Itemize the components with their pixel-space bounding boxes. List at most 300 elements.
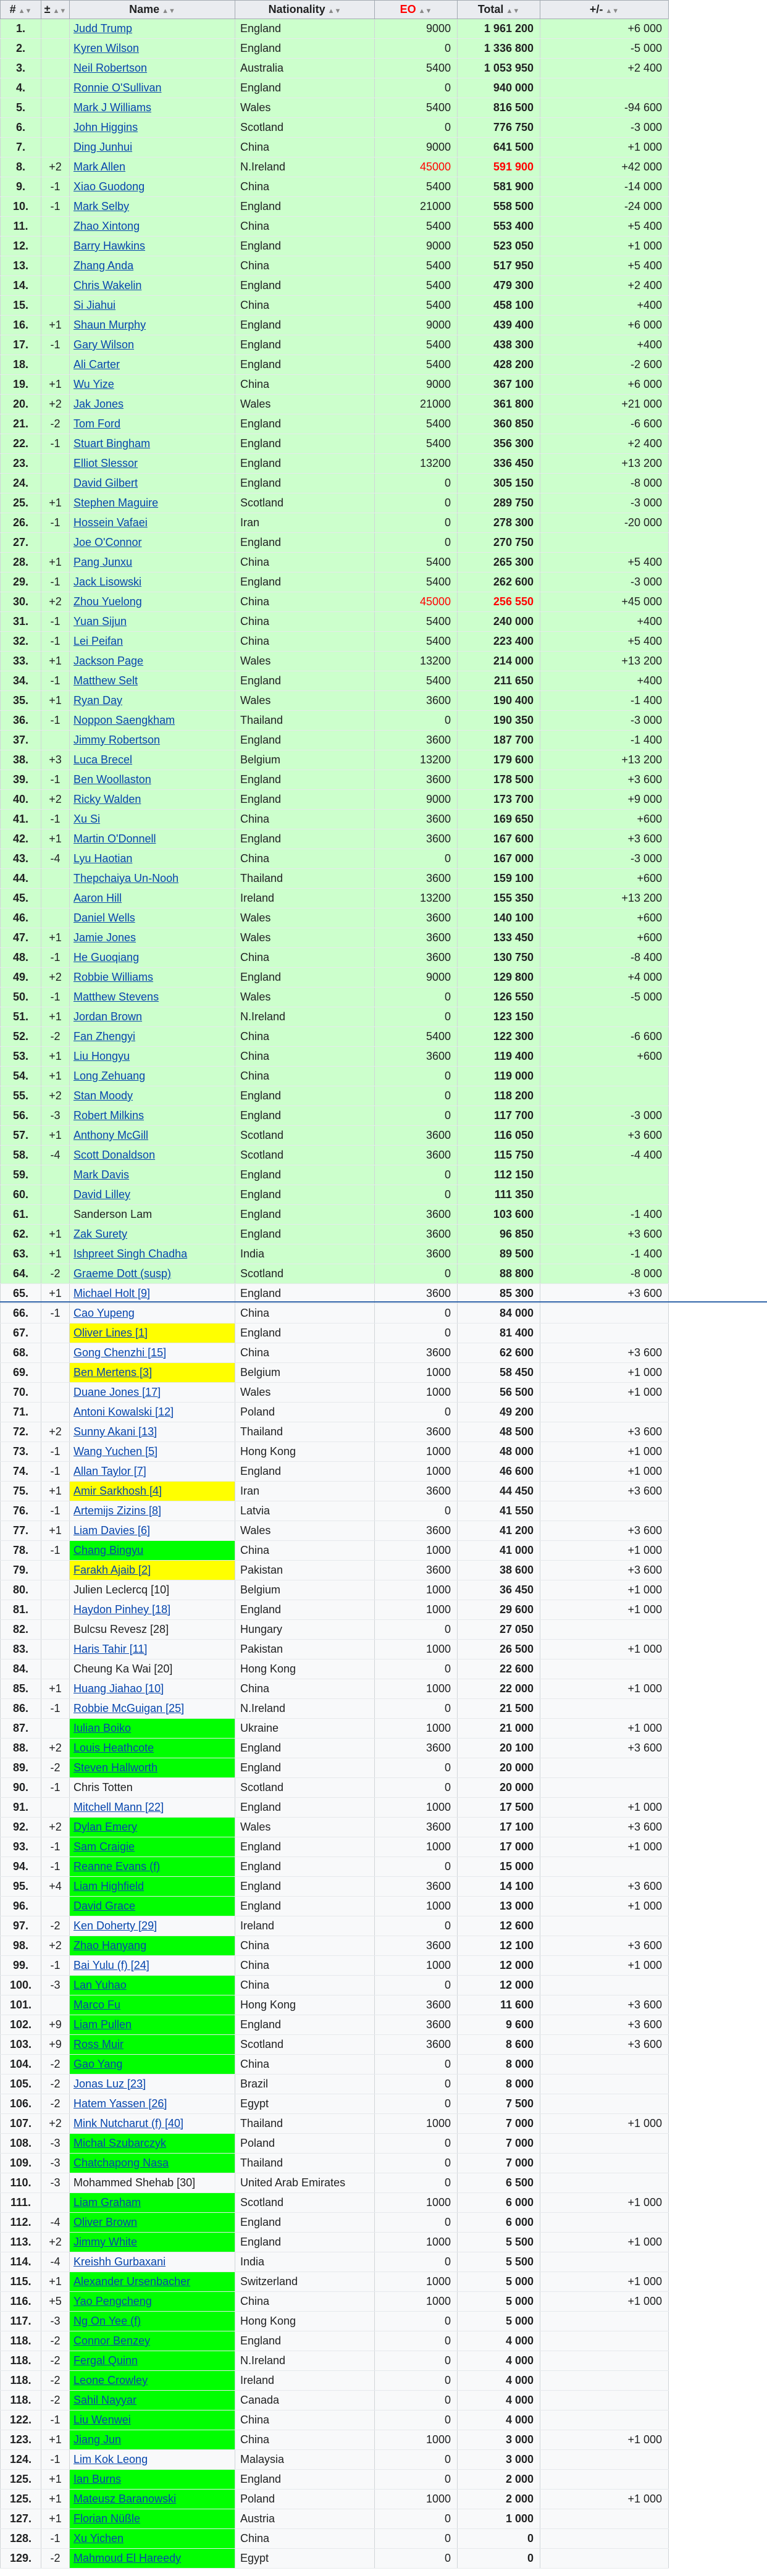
player-link[interactable]: David Grace [73, 1900, 136, 1912]
total-points-cell: 167 000 [458, 849, 540, 869]
player-link[interactable]: Wu Yize [73, 378, 114, 390]
player-link[interactable]: Mark Davis [73, 1168, 130, 1181]
table-row [1, 1758, 669, 1778]
player-link[interactable]: Florian Nüßle [73, 2512, 141, 2525]
player-name-cell [70, 19, 235, 39]
change-cell: +1 [41, 1482, 70, 1501]
eo-value-cell: 3600 [375, 908, 458, 928]
nationality-cell: Poland [235, 2134, 375, 2154]
eo-value-cell: 3600 [375, 1739, 458, 1758]
points-difference-cell: +1 000 [540, 1897, 669, 1916]
nationality-cell: England [235, 671, 375, 691]
player-link[interactable]: Duane Jones [17] [73, 1386, 161, 1398]
player-link[interactable]: Reanne Evans (f) [73, 1860, 161, 1873]
nationality-cell: Ireland [235, 1916, 375, 1936]
player-link[interactable]: Sunny Akani [13] [73, 1425, 157, 1438]
nationality-cell: Belgium [235, 750, 375, 770]
player-link[interactable]: Sahil Nayyar [73, 2394, 137, 2406]
player-name-cell [70, 2193, 235, 2213]
points-difference-cell: -8 400 [540, 948, 669, 968]
eo-value-cell: 3600 [375, 1561, 458, 1580]
rank-cell: 46. [1, 908, 41, 928]
player-name-cell [70, 1640, 235, 1659]
total-points-cell: 3 000 [458, 2430, 540, 2450]
player-link[interactable]: David Gilbert [73, 477, 138, 489]
total-points-cell: 1 000 [458, 2509, 540, 2529]
points-difference-cell: -1 400 [540, 1244, 669, 1264]
points-difference-cell: +2 400 [540, 59, 669, 78]
player-link[interactable]: Lyu Haotian [73, 852, 133, 865]
player-link[interactable]: Mink Nutcharut (f) [40] [73, 2117, 184, 2129]
player-link[interactable]: Sam Craigie [73, 1840, 135, 1853]
eo-value-cell: 1000 [375, 1363, 458, 1383]
change-cell: +1 [41, 1284, 70, 1304]
player-link[interactable]: Haris Tahir [11] [73, 1643, 148, 1655]
player-link[interactable]: He Guoqiang [73, 951, 140, 963]
player-name-cell [70, 2252, 235, 2272]
table-row [1, 1403, 669, 1422]
change-cell [41, 296, 70, 316]
eo-value-cell: 0 [375, 1699, 458, 1719]
points-difference-cell: +600 [540, 908, 669, 928]
points-difference-cell [540, 2252, 669, 2272]
player-link[interactable]: Hossein Vafaei [73, 516, 148, 529]
player-link[interactable]: Pang Junxu [73, 556, 133, 568]
points-difference-cell: +3 600 [540, 1126, 669, 1146]
player-name-cell [70, 2094, 235, 2114]
player-link[interactable]: Jackson Page [73, 655, 144, 667]
table-row [1, 2055, 669, 2075]
change-cell [41, 1324, 70, 1343]
eo-value-cell: 3600 [375, 810, 458, 829]
player-link[interactable]: Gao Yang [73, 2058, 123, 2070]
rank-cell: 123. [1, 2430, 41, 2450]
player-name-cell [70, 1067, 235, 1086]
rank-cell: 32. [1, 632, 41, 652]
eo-value-cell: 13200 [375, 454, 458, 474]
table-row [1, 1521, 669, 1541]
total-points-cell: 20 100 [458, 1739, 540, 1758]
player-link[interactable]: Chatchapong Nasa [73, 2157, 169, 2169]
total-points-cell: 5 500 [458, 2233, 540, 2252]
player-link[interactable]: Farakh Ajaib [2] [73, 1564, 151, 1576]
change-cell [41, 1798, 70, 1818]
player-link[interactable]: John Higgins [73, 121, 138, 133]
total-points-cell: 1 053 950 [458, 59, 540, 78]
player-link[interactable]: Marco Fu [73, 1999, 121, 2011]
table-row [1, 1205, 669, 1225]
player-link[interactable]: Fan Zhengyi [73, 1030, 136, 1043]
player-link[interactable]: Ng On Yee (f) [73, 2315, 141, 2327]
change-cell [41, 19, 70, 39]
rank-cell: 127. [1, 2509, 41, 2529]
nationality-cell: England [235, 1225, 375, 1244]
player-link[interactable]: Dylan Emery [73, 1821, 138, 1833]
table-row [1, 1462, 669, 1482]
table-row [1, 988, 669, 1007]
table-row [1, 2529, 669, 2549]
player-link[interactable]: Robert Milkins [73, 1109, 145, 1122]
player-link[interactable]: Stephen Maguire [73, 497, 159, 509]
player-link[interactable]: Ricky Walden [73, 793, 141, 805]
table-row [1, 908, 669, 928]
sort-arrows-icon[interactable]: ▲▼ [327, 7, 342, 15]
player-name-cell [70, 375, 235, 395]
change-cell: +1 [41, 2272, 70, 2292]
player-link[interactable]: Liam Pullen [73, 2018, 132, 2031]
col-nationality-header[interactable]: Nationality ▲▼ [235, 1, 375, 19]
nationality-cell: India [235, 1244, 375, 1264]
eo-value-cell: 5400 [375, 632, 458, 652]
change-cell: -2 [41, 1916, 70, 1936]
eo-value-cell: 9000 [375, 237, 458, 256]
eo-value-cell: 0 [375, 533, 458, 553]
rank-cell: 101. [1, 1995, 41, 2015]
table-row [1, 395, 669, 414]
rank-cell: 122. [1, 2410, 41, 2430]
rank-cell: 107. [1, 2114, 41, 2134]
rank-cell: 24. [1, 474, 41, 493]
eo-value-cell: 0 [375, 2154, 458, 2173]
player-link[interactable]: Hatem Yassen [26] [73, 2097, 167, 2110]
player-link[interactable]: Lei Peifan [73, 635, 124, 647]
player-link[interactable]: Mark Selby [73, 200, 130, 212]
nationality-cell: China [235, 2430, 375, 2450]
player-link[interactable]: Steven Hallworth [73, 1761, 158, 1774]
nationality-cell: England [235, 454, 375, 474]
player-link[interactable]: Graeme Dott (susp) [73, 1267, 172, 1280]
sort-arrows-icon[interactable]: ▲▼ [506, 7, 520, 15]
player-link[interactable]: Yuan Sijun [73, 615, 127, 627]
player-link[interactable]: Zhang Anda [73, 259, 134, 272]
sort-arrows-icon[interactable]: ▲▼ [605, 7, 619, 15]
points-difference-cell: +1 000 [540, 1462, 669, 1482]
rank-cell: 78. [1, 1541, 41, 1561]
table-row [1, 2509, 669, 2529]
eo-value-cell: 0 [375, 493, 458, 513]
col-eo-header[interactable]: EO ▲▼ [375, 1, 458, 19]
player-link[interactable]: Bai Yulu (f) [24] [73, 1959, 149, 1971]
player-link[interactable]: Aaron Hill [73, 892, 122, 904]
player-link[interactable]: Matthew Stevens [73, 991, 159, 1003]
player-link[interactable]: Tom Ford [73, 417, 121, 430]
player-link[interactable]: Lan Yuhao [73, 1979, 127, 1991]
eo-value-cell: 1000 [375, 1462, 458, 1482]
table-row [1, 1501, 669, 1521]
change-cell: +1 [41, 1679, 70, 1699]
change-cell [41, 908, 70, 928]
nationality-cell: England [235, 1086, 375, 1106]
eo-value-cell: 1000 [375, 2490, 458, 2509]
player-link[interactable]: Mark Allen [73, 161, 126, 173]
player-link[interactable]: Michal Szubarczyk [73, 2137, 167, 2149]
points-difference-cell: +2 400 [540, 434, 669, 454]
player-link[interactable]: Ben Mertens [3] [73, 1366, 153, 1378]
player-link[interactable]: Ken Doherty [29] [73, 1919, 157, 1932]
total-points-cell: 119 400 [458, 1047, 540, 1067]
player-link[interactable]: Oliver Brown [73, 2216, 138, 2228]
player-name-cell [70, 59, 235, 78]
total-points-cell: 155 350 [458, 889, 540, 908]
player-link[interactable]: Michael Holt [9] [73, 1287, 151, 1299]
player-name-cell [70, 671, 235, 691]
sort-arrows-icon[interactable]: ▲▼ [162, 7, 175, 15]
player-link[interactable]: Yao Pengcheng [73, 2295, 152, 2307]
sort-arrows-icon[interactable]: ▲▼ [418, 7, 432, 15]
eo-value-cell: 0 [375, 1620, 458, 1640]
total-points-cell: 11 600 [458, 1995, 540, 2015]
nationality-cell: Ireland [235, 889, 375, 908]
player-link[interactable]: Jamie Jones [73, 931, 136, 944]
rank-cell: 100. [1, 1976, 41, 1995]
player-link[interactable]: Mitchell Mann [22] [73, 1801, 164, 1813]
change-cell: +1 [41, 316, 70, 335]
player-link[interactable]: Jack Lisowski [73, 576, 142, 588]
player-link[interactable]: Jak Jones [73, 398, 124, 410]
player-link[interactable]: Si Jiahui [73, 299, 116, 311]
nationality-cell: Iran [235, 1482, 375, 1501]
player-link[interactable]: Mark J Williams [73, 101, 151, 114]
player-link[interactable]: Barry Hawkins [73, 240, 146, 252]
rank-cell: 14. [1, 276, 41, 296]
total-points-cell: 8 000 [458, 2075, 540, 2094]
player-link[interactable]: Leone Crowley [73, 2374, 148, 2386]
eo-value-cell: 0 [375, 1324, 458, 1343]
player-link[interactable]: Wang Yuchen [5] [73, 1445, 158, 1458]
nationality-cell: England [235, 1324, 375, 1343]
player-link[interactable]: Jordan Brown [73, 1010, 143, 1023]
player-link[interactable]: Daniel Wells [73, 912, 135, 924]
player-link[interactable]: Ishpreet Singh Chadha [73, 1248, 188, 1260]
eo-value-cell: 45000 [375, 592, 458, 612]
total-points-cell: 62 600 [458, 1343, 540, 1363]
player-link[interactable]: Kyren Wilson [73, 42, 140, 54]
player-link[interactable]: Zhao Hanyang [73, 1939, 147, 1952]
player-link[interactable]: Allan Taylor [7] [73, 1465, 146, 1477]
player-link[interactable]: Noppon Saengkham [73, 714, 175, 726]
player-link[interactable]: Joe O'Connor [73, 536, 142, 548]
eo-value-cell: 5400 [375, 296, 458, 316]
player-link[interactable]: Ryan Day [73, 694, 123, 707]
player-name-cell [70, 2450, 235, 2470]
player-link[interactable]: Martin O'Donnell [73, 833, 156, 845]
player-link[interactable]: Chris Wakelin [73, 279, 142, 292]
eo-value-cell: 0 [375, 849, 458, 869]
player-link[interactable]: Luca Brecel [73, 753, 133, 766]
player-link[interactable]: Anthony McGill [73, 1129, 149, 1141]
player-link[interactable]: Judd Trump [73, 22, 133, 35]
player-link[interactable]: Lim Kok Leong [73, 2453, 148, 2465]
player-link[interactable]: David Lilley [73, 1188, 131, 1201]
player-link[interactable]: Gong Chenzhi [15] [73, 1346, 167, 1359]
player-name-cell [70, 1541, 235, 1561]
points-difference-cell: +6 000 [540, 316, 669, 335]
rank-cell: 20. [1, 395, 41, 414]
player-link[interactable]: Louis Heathcote [73, 1742, 154, 1754]
player-link[interactable]: Jimmy White [73, 2236, 137, 2248]
total-points-cell: 129 800 [458, 968, 540, 988]
table-row [1, 2391, 669, 2410]
player-link[interactable]: Gary Wilson [73, 338, 135, 351]
player-link[interactable]: Jiang Jun [73, 2433, 122, 2446]
player-link[interactable]: Alexander Ursenbacher [73, 2275, 191, 2288]
player-link[interactable]: Ben Woollaston [73, 773, 151, 786]
change-cell: +3 [41, 750, 70, 770]
table-row [1, 1580, 669, 1600]
player-name-cell [70, 2391, 235, 2410]
player-link[interactable]: Neil Robertson [73, 62, 148, 74]
rank-cell: 21. [1, 414, 41, 434]
table-row [1, 217, 669, 237]
nationality-cell: China [235, 1067, 375, 1086]
player-link[interactable]: Xu Yichen [73, 2532, 124, 2545]
player-name-cell [70, 78, 235, 98]
player-link[interactable]: Zhao Xintong [73, 220, 140, 232]
eo-value-cell: 0 [375, 2549, 458, 2569]
player-link[interactable]: Kreishh Gurbaxani [73, 2255, 166, 2268]
player-link[interactable]: Stuart Bingham [73, 437, 151, 450]
change-cell [41, 1719, 70, 1739]
eo-value-cell: 1000 [375, 1541, 458, 1561]
player-link[interactable]: Liu Wenwei [73, 2414, 131, 2426]
rank-cell: 37. [1, 731, 41, 750]
change-cell [41, 533, 70, 553]
player-link[interactable]: Thepchaiya Un-Nooh [73, 872, 179, 884]
player-link[interactable]: Oliver Lines [1] [73, 1327, 148, 1339]
points-difference-cell [540, 1067, 669, 1086]
player-link[interactable]: Artemijs Zizins [8] [73, 1504, 162, 1517]
player-link[interactable]: Jonas Luz [23] [73, 2078, 146, 2090]
total-points-cell: 223 400 [458, 632, 540, 652]
eo-value-cell: 1000 [375, 1956, 458, 1976]
rank-cell: 10. [1, 197, 41, 217]
player-link[interactable]: Ali Carter [73, 358, 120, 371]
player-link[interactable]: Haydon Pinhey [18] [73, 1603, 171, 1616]
player-link[interactable]: Ross Muir [73, 2038, 124, 2050]
player-link[interactable]: Mahmoud El Hareedy [73, 2552, 182, 2564]
player-link[interactable]: Liam Graham [73, 2196, 141, 2209]
eo-value-cell: 1000 [375, 1719, 458, 1739]
eo-value-cell: 0 [375, 78, 458, 98]
col-name-header[interactable]: Name ▲▼ [70, 1, 235, 19]
player-link[interactable]: Stan Moody [73, 1089, 133, 1102]
sort-arrows-icon[interactable]: ▲▼ [52, 7, 67, 15]
eo-value-cell: 0 [375, 2529, 458, 2549]
player-name-cell [70, 276, 235, 296]
total-points-cell: 187 700 [458, 731, 540, 750]
change-cell: -1 [41, 810, 70, 829]
total-points-cell: 46 600 [458, 1462, 540, 1482]
player-link[interactable]: Xu Si [73, 813, 101, 825]
nationality-cell: Wales [235, 652, 375, 671]
player-link[interactable]: Ding Junhui [73, 141, 133, 153]
points-difference-cell: +3 600 [540, 1422, 669, 1442]
player-link[interactable]: Liam Davies [6] [73, 1524, 151, 1537]
eo-value-cell: 5400 [375, 276, 458, 296]
player-link[interactable]: Zhou Yuelong [73, 595, 142, 608]
nationality-cell: Scotland [235, 2193, 375, 2213]
player-link[interactable]: Xiao Guodong [73, 180, 145, 193]
table-row [1, 573, 669, 592]
player-link[interactable]: Matthew Selt [73, 674, 138, 687]
player-link[interactable]: Elliot Slessor [73, 457, 138, 469]
table-row [1, 493, 669, 513]
eo-value-cell: 0 [375, 2312, 458, 2331]
player-link[interactable]: Ian Burns [73, 2473, 122, 2485]
player-link[interactable]: Cao Yupeng [73, 1307, 135, 1319]
eo-value-cell: 1000 [375, 2430, 458, 2450]
player-link[interactable]: Shaun Murphy [73, 319, 146, 331]
nationality-cell: Hong Kong [235, 2312, 375, 2331]
table-row [1, 1284, 669, 1304]
table-row [1, 1541, 669, 1561]
col-diff-header[interactable]: +/- ▲▼ [540, 1, 669, 19]
rank-cell: 4. [1, 78, 41, 98]
player-name-cell [70, 1580, 235, 1600]
player-link[interactable]: Chang Bingyu [73, 1544, 144, 1556]
rank-cell: 63. [1, 1244, 41, 1264]
eo-value-cell: 0 [375, 2470, 458, 2490]
total-points-cell: 26 500 [458, 1640, 540, 1659]
player-name-cell [70, 434, 235, 454]
player-name-cell [70, 750, 235, 770]
player-link[interactable]: Robbie Williams [73, 971, 154, 983]
player-link[interactable]: Iulian Boiko [73, 1722, 132, 1734]
player-link[interactable]: Antoni Kowalski [12] [73, 1406, 174, 1418]
player-link[interactable]: Robbie McGuigan [25] [73, 1702, 185, 1714]
player-link[interactable]: Fergal Quinn [73, 2354, 138, 2367]
player-link[interactable]: Jimmy Robertson [73, 734, 161, 746]
table-row [1, 1640, 669, 1659]
nationality-cell: Belgium [235, 1363, 375, 1383]
col-total-header[interactable]: Total ▲▼ [458, 1, 540, 19]
player-name-cell [70, 2213, 235, 2233]
player-link[interactable]: Scott Donaldson [73, 1149, 156, 1161]
col-change-header[interactable]: ± ▲▼ [41, 1, 70, 19]
nationality-cell: England [235, 19, 375, 39]
table-row [1, 2312, 669, 2331]
player-link[interactable]: Connor Benzey [73, 2335, 151, 2347]
total-points-cell: 305 150 [458, 474, 540, 493]
player-link[interactable]: Huang Jiahao [10] [73, 1682, 164, 1695]
player-name-cell [70, 1758, 235, 1778]
player-link[interactable]: Liu Hongyu [73, 1050, 130, 1062]
points-difference-cell [540, 2312, 669, 2331]
player-link[interactable]: Long Zehuang [73, 1070, 146, 1082]
points-difference-cell [540, 2134, 669, 2154]
table-row [1, 177, 669, 197]
rank-cell: 71. [1, 1403, 41, 1422]
nationality-cell: Wales [235, 691, 375, 711]
table-row [1, 78, 669, 98]
player-name-cell [70, 731, 235, 750]
player-link[interactable]: Liam Highfield [73, 1880, 145, 1892]
player-link[interactable]: Ronnie O'Sullivan [73, 82, 162, 94]
sort-arrows-icon[interactable]: ▲▼ [18, 7, 32, 15]
rank-cell: 114. [1, 2252, 41, 2272]
player-link[interactable]: Amir Sarkhosh [4] [73, 1485, 162, 1497]
total-points-cell: 22 600 [458, 1659, 540, 1679]
total-points-cell: 1 961 200 [458, 19, 540, 39]
col-rank-header[interactable]: # ▲▼ [1, 1, 41, 19]
player-link[interactable]: Mateusz Baranowski [73, 2493, 177, 2505]
eo-value-cell: 0 [375, 1264, 458, 1284]
table-row [1, 1067, 669, 1086]
table-row [1, 513, 669, 533]
player-link[interactable]: Zak Surety [73, 1228, 128, 1240]
points-difference-cell [540, 1086, 669, 1106]
points-difference-cell: +5 400 [540, 256, 669, 276]
